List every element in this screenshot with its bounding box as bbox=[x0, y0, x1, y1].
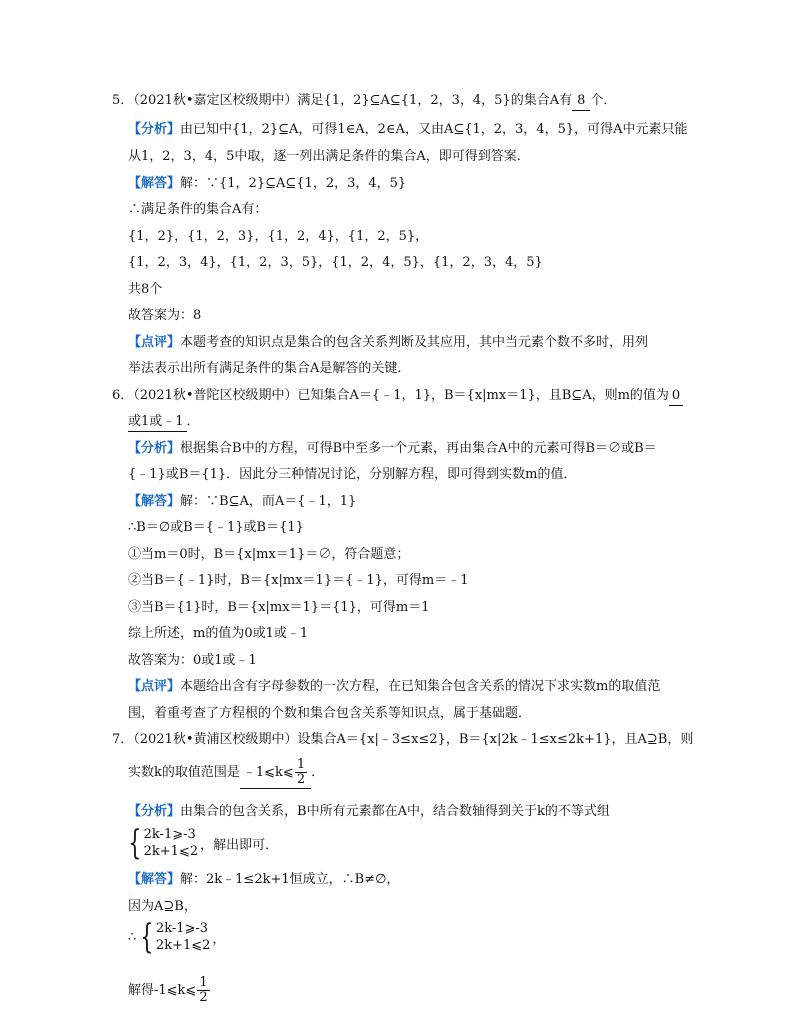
q5-stem-tail: 个． bbox=[590, 93, 617, 108]
q7-answer-fraction bbox=[295, 758, 307, 787]
q6-number: 6． bbox=[112, 388, 134, 403]
q7-solution-text: 解：2k﹣1≤2k+1恒成立，∴B≠∅， bbox=[180, 872, 400, 887]
therefore-symbol: ∴ bbox=[128, 929, 137, 945]
fraction-denominator: 2 bbox=[199, 990, 208, 1005]
q7-answer-inequality: ﹣1⩽k⩽ bbox=[242, 765, 294, 780]
q6-stem-tail: ． bbox=[186, 414, 200, 429]
system-trailing-text: ，解出即可． bbox=[200, 837, 279, 853]
system-row-1: 2k-1⩾-3 bbox=[155, 921, 209, 936]
q7-number: 7． bbox=[112, 732, 134, 747]
comment-tag: 【点评】 bbox=[128, 335, 181, 350]
q6-analysis-line-2: {﹣1}或B＝{1}．因此分三种情况讨论，分别解方程，即可得到实数m的值． bbox=[128, 467, 577, 482]
q5-solution-line-3: {1，2}，{1，2，3}，{1，2，4}，{1，2，5}， bbox=[128, 229, 429, 244]
brace-symbol: { bbox=[140, 917, 154, 957]
q7-inequality-system-2 bbox=[128, 917, 226, 957]
q6-answer-part-2: 或1或﹣1 bbox=[128, 413, 187, 432]
q6-solution-line-2: ∴B＝∅或B＝{﹣1}或B＝{1} bbox=[128, 520, 304, 535]
q7-result-line bbox=[128, 974, 211, 1008]
system-trailing-text: ， bbox=[212, 931, 226, 947]
q7-inequality-system-1 bbox=[124, 823, 279, 863]
system-rows bbox=[156, 920, 210, 954]
q6-comment-line-2: 围，着重考查了方程根的个数和集合包含关系等知识点，属于基础题． bbox=[128, 706, 532, 721]
q7-result-fraction bbox=[197, 976, 209, 1005]
q5-solution-line-4: {1，2，3，4}，{1，2，3，5}，{1，2，4，5}，{1，2，3，4，5} bbox=[128, 255, 543, 270]
system-row-2: 2k+1⩽2 bbox=[155, 938, 211, 953]
q6-source: （2021秋•普陀区校级期中）已知集合A＝{﹣1，1}，B＝{x|mx＝1}，且B⊆A，则m的值为 bbox=[133, 388, 669, 403]
q6-solution-line-1 bbox=[128, 493, 356, 511]
q7-source: （2021秋•黄浦区校级期中）设集合A＝{x|﹣3≤x≤2}，B＝{x|2k﹣1≤x≤2k+1}，且A⊇B，则 bbox=[133, 732, 694, 747]
q7-solution-line-2: 因为A⊇B， bbox=[128, 899, 197, 914]
q6-solution-line-3: ①当m＝0时，B＝{x|mx＝1}＝∅，符合题意； bbox=[128, 547, 410, 562]
q5-solution-line-6: 故答案为：8 bbox=[128, 308, 202, 323]
solution-tag: 【解答】 bbox=[128, 494, 181, 509]
q6-solution-line-7: 故答案为：0或1或﹣1 bbox=[128, 653, 257, 668]
solution-tag: 【解答】 bbox=[128, 176, 181, 191]
analysis-tag: 【分析】 bbox=[128, 441, 181, 456]
q6-answer-part-1: 0 bbox=[669, 387, 683, 406]
q7-answer bbox=[240, 758, 311, 789]
q7-stem-tail: ． bbox=[311, 765, 325, 780]
q5-answer: 8 bbox=[572, 92, 590, 111]
q5-analysis-text: 由已知中{1，2}⊆A，可得1∈A，2∈A，又由A⊆{1，2，3，4，5}，可得A中元素只能 bbox=[180, 122, 688, 137]
q7-analysis-line-1 bbox=[128, 803, 610, 821]
q7-result-inequality: 解得-1⩽k⩽ bbox=[128, 983, 197, 998]
q6-comment-text: 本题给出含有字母参数的一次方程，在已知集合包含关系的情况下求实数m的取值范 bbox=[180, 679, 661, 694]
q5-solution-line-2: ∴满足条件的集合A有： bbox=[128, 202, 268, 217]
comment-tag: 【点评】 bbox=[128, 679, 181, 694]
analysis-tag: 【分析】 bbox=[128, 122, 181, 137]
q5-source: （2021秋•嘉定区校级期中）满足{1，2}⊆A⊆{1，2，3，4，5}的集合A有 bbox=[133, 93, 573, 108]
q7-stem-line-2 bbox=[128, 758, 324, 789]
q5-comment-line-2: 举法表示出所有满足条件的集合A是解答的关键． bbox=[128, 361, 411, 376]
q6-analysis-text: 根据集合B中的方程，可得B中至多一个元素，再由集合A中的元素可得B＝∅或B＝ bbox=[180, 441, 657, 456]
q5-solution-line-1 bbox=[128, 175, 406, 193]
system-row-1: 2k-1⩾-3 bbox=[143, 827, 196, 842]
q7-solution-line-1 bbox=[128, 871, 399, 889]
q5-comment-line-1 bbox=[128, 334, 648, 352]
fraction-numerator: 1 bbox=[199, 975, 208, 990]
q5-stem bbox=[112, 92, 616, 111]
system-row-2: 2k+1⩽2 bbox=[143, 844, 199, 859]
q7-stem-text: 实数k的取值范围是 bbox=[128, 765, 240, 780]
q7-stem bbox=[112, 731, 693, 749]
fraction-numerator: 1 bbox=[296, 757, 306, 772]
q5-comment-text: 本题考查的知识点是集合的包含关系判断及其应用，其中当元素个数不多时，用列 bbox=[180, 335, 649, 350]
q5-analysis-line-1 bbox=[128, 121, 688, 139]
q6-solution-line-4: ②当B＝{﹣1}时，B＝{x|mx＝1}＝{﹣1}，可得m＝﹣1 bbox=[128, 573, 469, 588]
q6-comment-line-1 bbox=[128, 678, 660, 696]
q6-solution-text: 解：∵B⊆A，而A＝{﹣1，1} bbox=[180, 494, 357, 509]
q5-solution-text: 解：∵{1，2}⊆A⊆{1，2，3，4，5} bbox=[180, 176, 407, 191]
solution-tag: 【解答】 bbox=[128, 872, 181, 887]
q5-solution-line-5: 共8个 bbox=[128, 282, 163, 297]
analysis-tag: 【分析】 bbox=[128, 804, 181, 819]
q5-analysis-line-2: 从1，2，3，4，5中取，逐一列出满足条件的集合A，即可得到答案． bbox=[128, 149, 530, 164]
q6-solution-line-6: 综上所述，m的值为0或1或﹣1 bbox=[128, 626, 309, 641]
q6-solution-line-5: ③当B＝{1}时，B＝{x|mx＝1}＝{1}，可得m＝1 bbox=[128, 600, 430, 615]
q5-number: 5． bbox=[112, 93, 134, 108]
fraction-denominator: 2 bbox=[296, 772, 306, 787]
q7-analysis-text: 由集合的包含关系，B中所有元素都在A中，结合数轴得到关于k的不等式组 bbox=[180, 804, 610, 819]
q6-stem bbox=[112, 387, 683, 406]
brace-symbol: { bbox=[128, 823, 142, 863]
system-rows bbox=[144, 826, 198, 860]
q6-stem-line-2 bbox=[128, 413, 200, 432]
q6-analysis-line-1 bbox=[128, 440, 657, 458]
